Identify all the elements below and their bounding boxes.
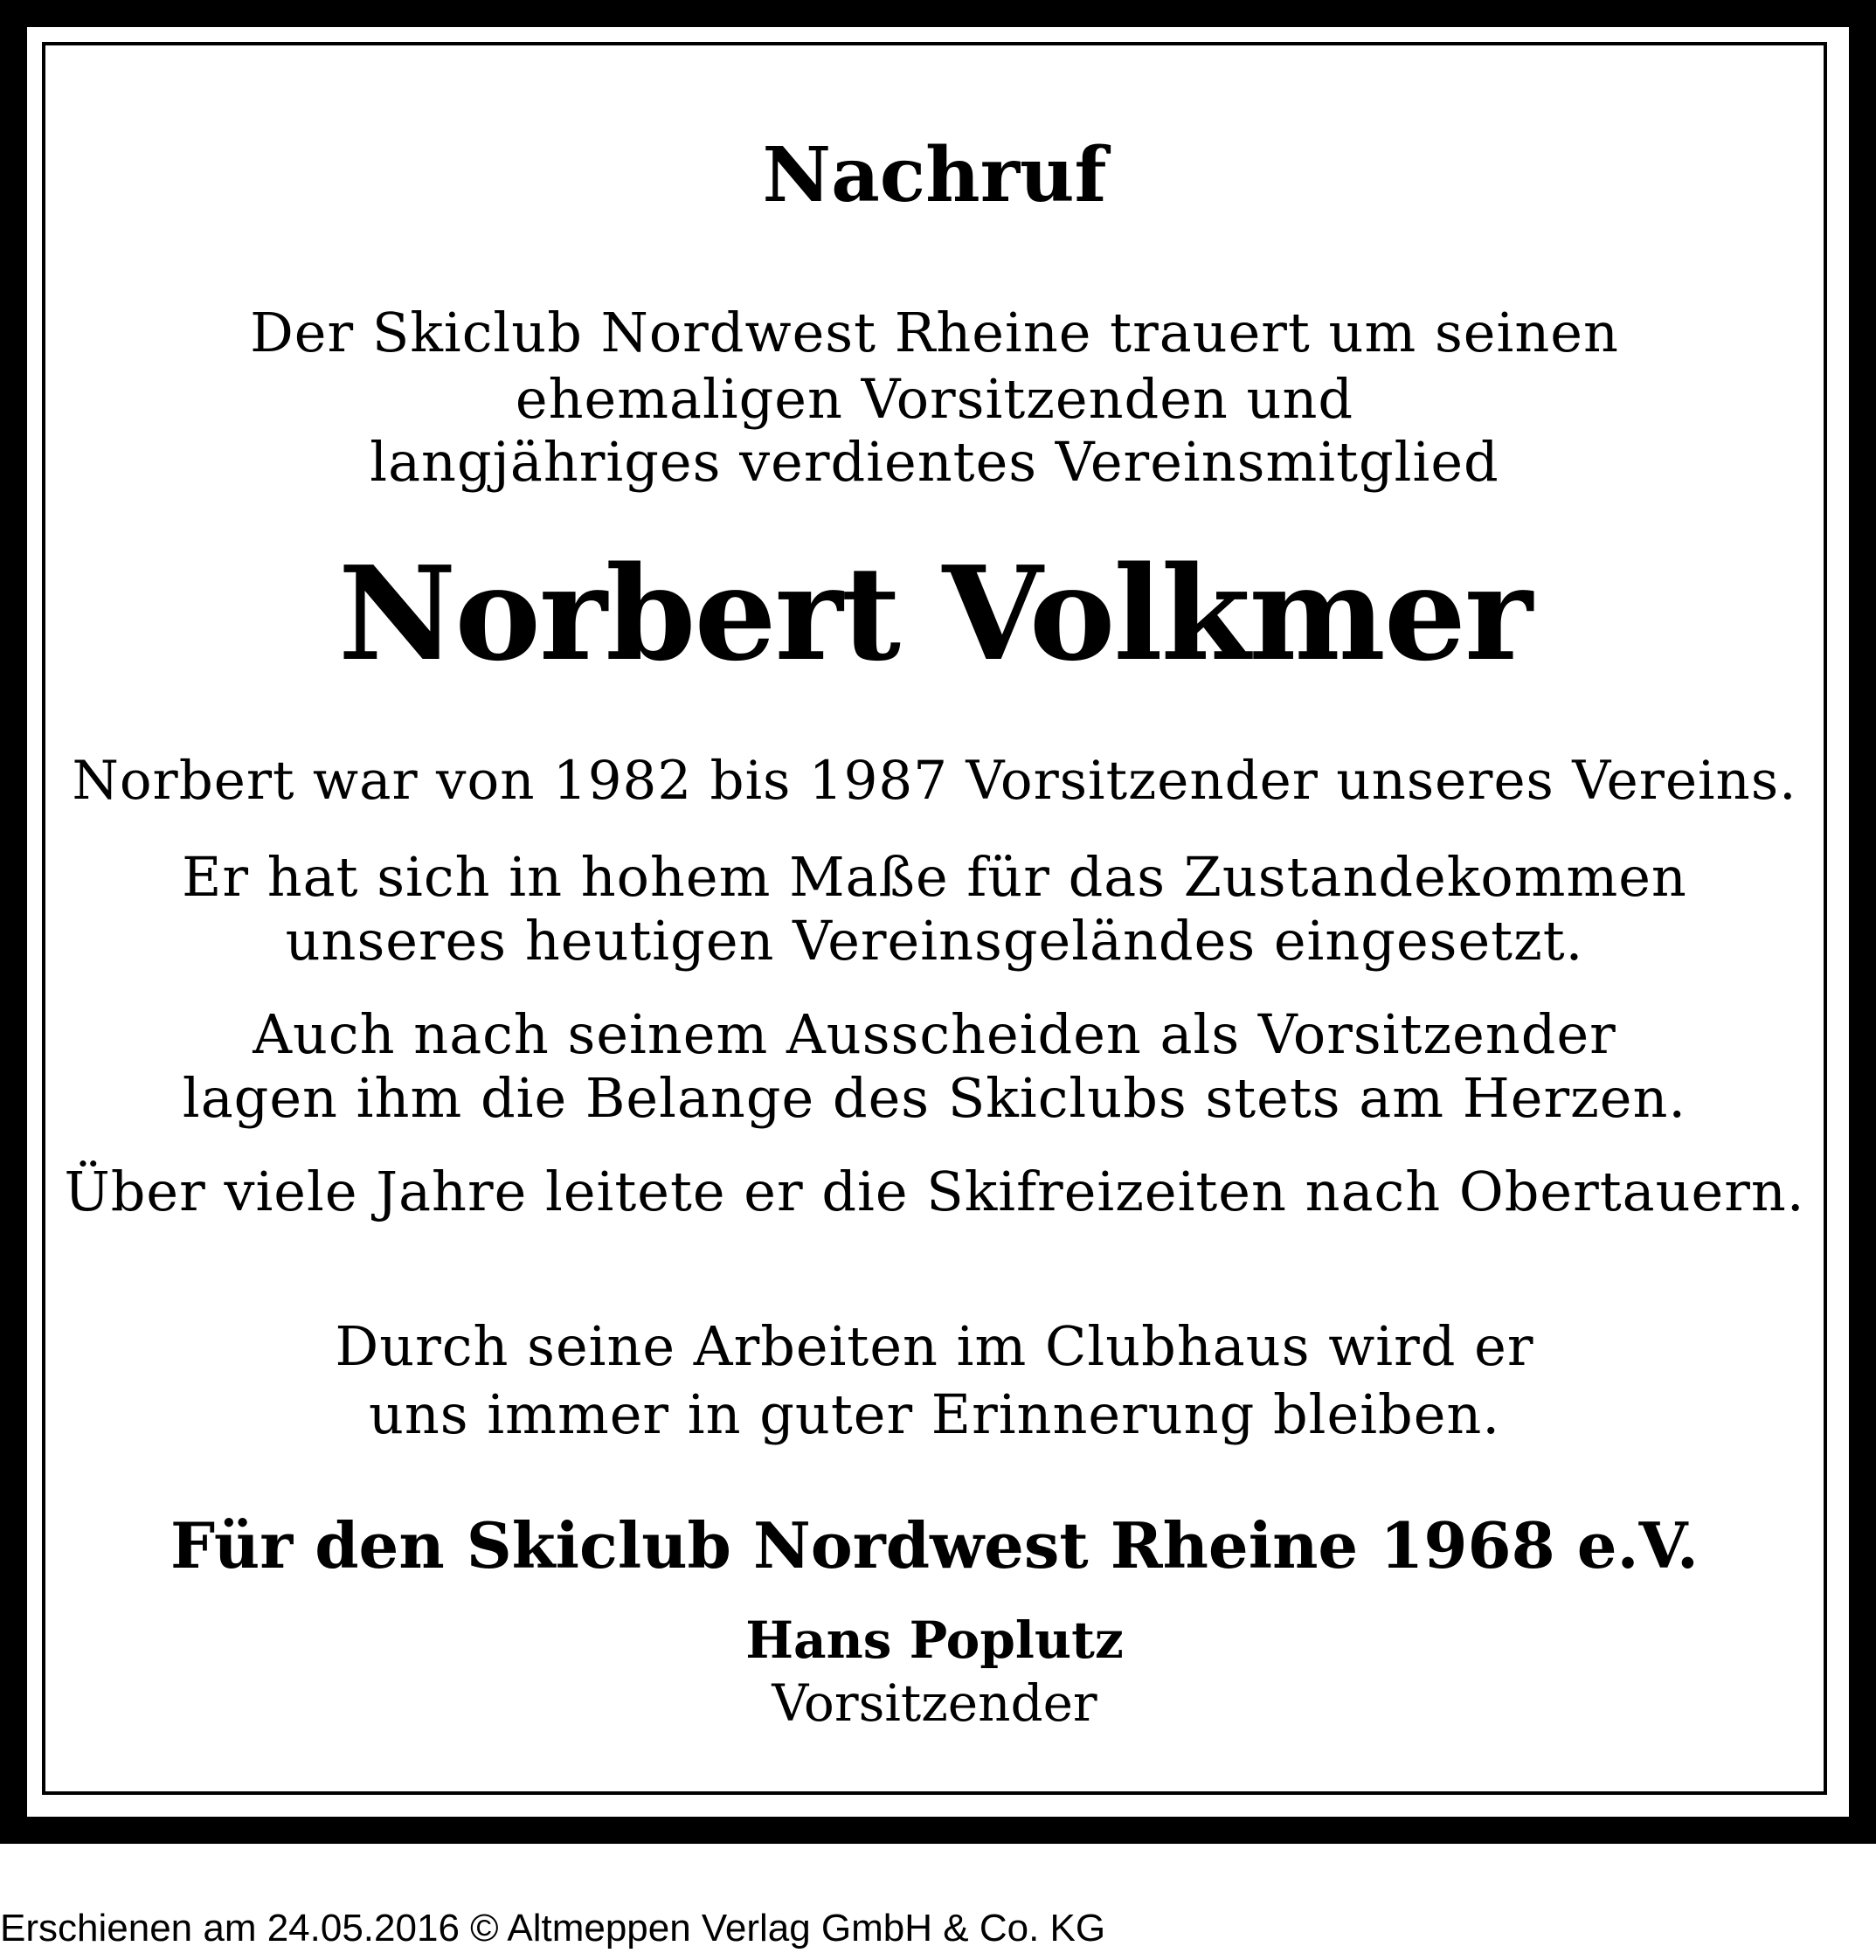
signer-role: Vorsitzender bbox=[772, 1673, 1097, 1733]
organization-signature: Für den Skiclub Nordwest Rheine 1968 e.V. bbox=[170, 1508, 1699, 1583]
publication-footer: Erschienen am 24.05.2016 © Altmeppen Verlag GmbH & Co. KG bbox=[0, 1907, 1106, 1950]
intro-line-1: Der Skiclub Nordwest Rheine trauert um seinen bbox=[250, 301, 1619, 364]
paragraph-line-6: Über viele Jahre leitete er die Skifreizeiten nach Obertauern. bbox=[64, 1160, 1805, 1223]
paragraph-line-1: Norbert war von 1982 bis 1987 Vorsitzender unseres Vereins. bbox=[72, 750, 1797, 812]
paragraph-line-5: lagen ihm die Belange des Skiclubs stets am Herzen. bbox=[182, 1066, 1687, 1130]
notice-title: Nachruf bbox=[762, 131, 1107, 219]
paragraph-line-7: Durch seine Arbeiten im Clubhaus wird er bbox=[335, 1314, 1534, 1378]
intro-line-2: ehemaligen Vorsitzenden und bbox=[515, 367, 1354, 431]
paragraph-line-4: Auch nach seinem Ausscheiden als Vorsitzender bbox=[253, 1002, 1616, 1066]
paragraph-line-2: Er hat sich in hohem Maße für das Zustandekommen bbox=[182, 845, 1687, 909]
deceased-name: Norbert Volkmer bbox=[338, 537, 1531, 689]
paragraph-line-8: uns immer in guter Erinnerung bleiben. bbox=[368, 1382, 1501, 1446]
signer-name: Hans Poplutz bbox=[745, 1610, 1124, 1670]
intro-line-3: langjähriges verdientes Vereinsmitglied bbox=[370, 430, 1499, 494]
paragraph-line-3: unseres heutigen Vereinsgeländes eingesetzt. bbox=[285, 909, 1584, 973]
